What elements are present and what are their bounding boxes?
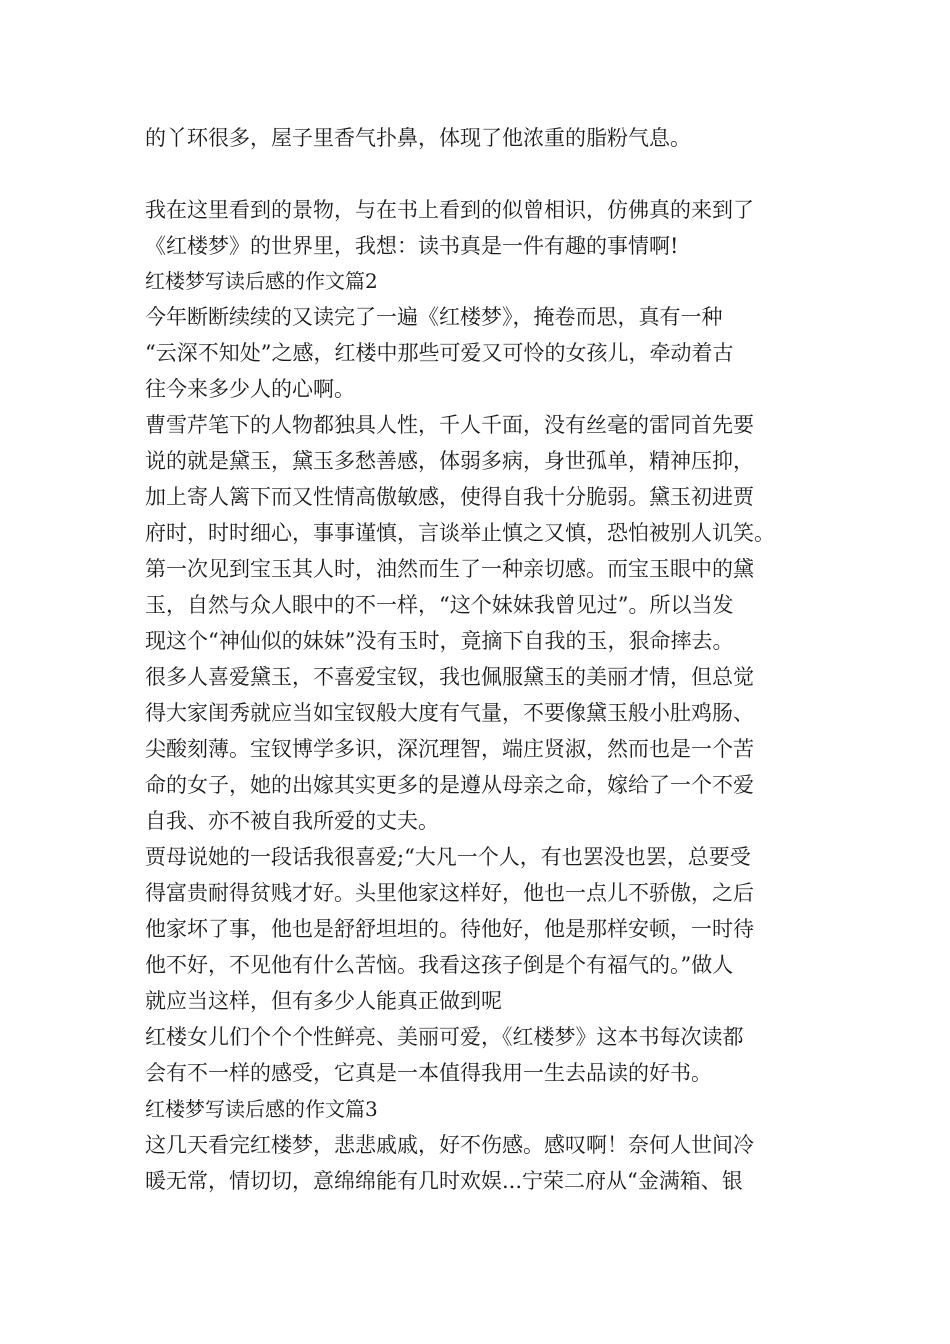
section-heading: 红楼梦写读后感的作文篇3 [145, 1097, 378, 1121]
text-line: 他家坏了事，他也是舒舒坦坦的。待他好，他是那样安顿，一时待 [145, 917, 754, 941]
text-line: 很多人喜爱黛玉，不喜爱宝钗，我也佩服黛玉的美丽才情，但总觉 [145, 665, 754, 689]
text-line: 红楼女儿们个个个性鲜亮、美丽可爱，《红楼梦》这本书每次读都 [145, 1025, 744, 1049]
text-line: 往今来多少人的心啊。 [145, 377, 355, 401]
text-line: 贾母说她的一段话我很喜爱;“大凡一个人，有也罢没也罢，总要受 [145, 845, 751, 869]
text-line: 得富贵耐得贫贱才好。头里他家这样好，他也一点儿不骄傲，之后 [145, 881, 754, 905]
text-line: 暖无常，情切切，意绵绵能有几时欢娱...宁荣二府从“金满箱、银 [145, 1169, 743, 1193]
text-line: 《红楼梦》的世界里，我想：读书真是一件有趣的事情啊! [145, 234, 679, 258]
text-line: 命的女子，她的出嫁其实更多的是遵从母亲之命，嫁给了一个不爱 [145, 773, 754, 797]
text-line: 尖酸刻薄。宝钗博学多识，深沉理智，端庄贤淑，然而也是一个苦 [145, 737, 754, 761]
text-line: “云深不知处”之感，红楼中那些可爱又可怜的女孩儿，牵动着古 [145, 341, 734, 365]
text-line: 府时，时时细心，事事谨慎，言谈举止慎之又慎，恐怕被别人讥笑。 [145, 521, 775, 545]
text-line: 今年断断续续的又读完了一遍《红楼梦》，掩卷而思，真有一种 [145, 305, 723, 329]
text-line: 自我、亦不被自我所爱的丈夫。 [145, 809, 439, 833]
text-line: 他不好，不见他有什么苦恼。我看这孩子倒是个有福气的。”做人 [145, 953, 734, 977]
text-line: 第一次见到宝玉其人时，油然而生了一种亲切感。而宝玉眼中的黛 [145, 557, 754, 581]
text-line: 的丫环很多，屋子里香气扑鼻，体现了他浓重的脂粉气息。 [145, 126, 691, 150]
text-line: 加上寄人篱下而又性情高傲敏感，使得自我十分脆弱。黛玉初进贾 [145, 485, 754, 509]
text-line: 曹雪芹笔下的人物都独具人性，千人千面，没有丝毫的雷同首先要 [145, 413, 754, 437]
text-line: 玉，自然与众人眼中的不一样，“这个妹妹我曾见过”。所以当发 [145, 593, 734, 617]
text-line: 就应当这样，但有多少人能真正做到呢 [145, 989, 502, 1013]
text-line: 这几天看完红楼梦，悲悲戚戚，好不伤感。感叹啊！奈何人世间冷 [145, 1133, 754, 1157]
text-line: 现这个“神仙似的妹妹”没有玉时，竟摘下自我的玉，狠命摔去。 [145, 629, 734, 653]
text-line: 会有不一样的感受，它真是一本值得我用一生去品读的好书。 [145, 1061, 712, 1085]
text-line: 得大家闺秀就应当如宝钗般大度有气量，不要像黛玉般小肚鸡肠、 [145, 701, 754, 725]
text-line: 说的就是黛玉，黛玉多愁善感，体弱多病，身世孤单，精神压抑， [145, 449, 754, 473]
section-heading: 红楼梦写读后感的作文篇2 [145, 269, 378, 293]
text-line: 我在这里看到的景物，与在书上看到的似曾相识，仿佛真的来到了 [145, 198, 754, 222]
